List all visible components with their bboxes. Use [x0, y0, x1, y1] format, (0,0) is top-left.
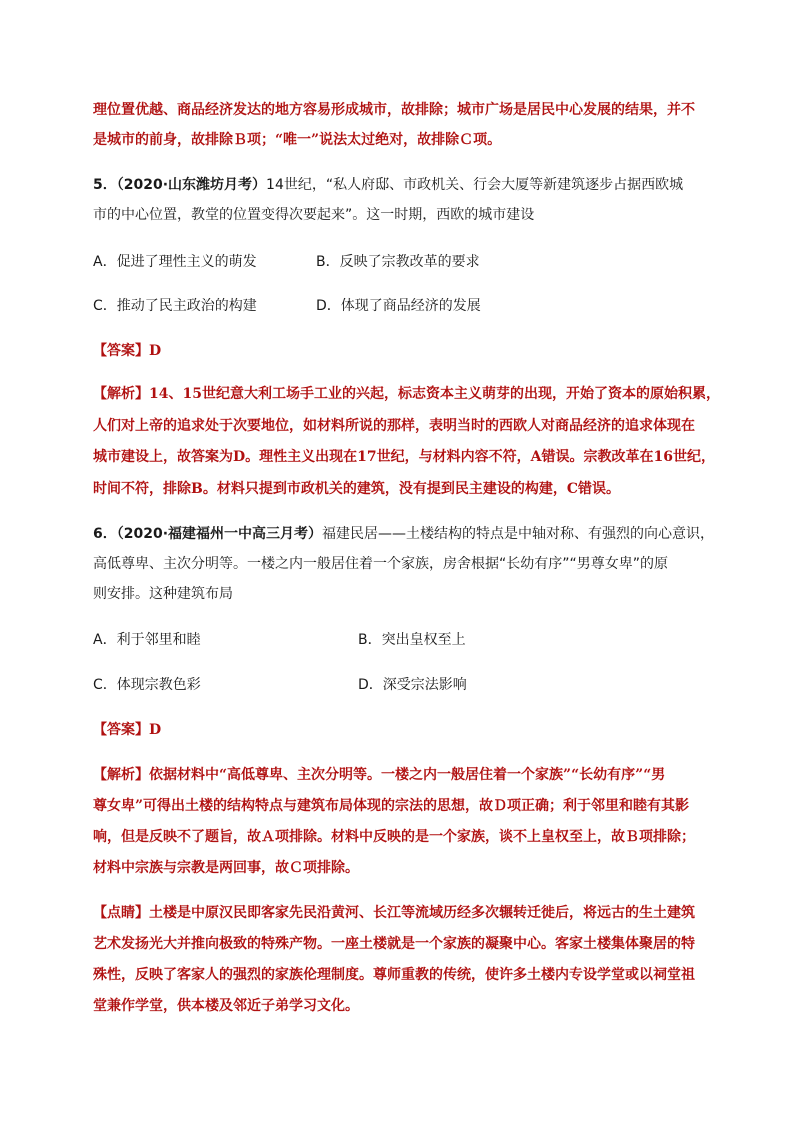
analysis-line-4: 材料中宗族与宗教是两回事，故Ｃ项排除。	[93, 860, 359, 876]
question-5-option-c: C．推动了民主政治的构建	[93, 298, 257, 314]
analysis-text: 14、15世纪意大利工场手工业的兴起，标志资本主义萌芽的出现，开始了资本的原始积累，	[149, 386, 720, 402]
question-5-option-b: B．反映了宗教改革的要求	[316, 254, 480, 270]
question-6-answer	[93, 720, 161, 740]
question-6-option-d: D．深受宗法影响	[358, 677, 467, 693]
question-5-stem-text: 14世纪，“私人府邸、市政机关、行会大厦等新建筑逐步占据西欧城	[266, 177, 684, 193]
question-5-stem-line-1	[93, 175, 683, 195]
question-5-answer	[93, 341, 161, 361]
question-6-option-a: A．利于邻里和睦	[93, 632, 201, 648]
dianjing-line-2: 艺术发扬光大并推向极致的特殊产物。一座土楼就是一个家族的凝聚中心。客家土楼集体聚居的特	[93, 936, 695, 952]
question-6-stem-line-1	[93, 524, 714, 544]
question-5-option-a: A．促进了理性主义的萌发	[93, 254, 257, 270]
dianjing-label: 【点睛】	[93, 905, 149, 921]
question-6-option-b: B．突出皇权至上	[358, 632, 466, 648]
dianjing-text: 土楼是中原汉民即客家先民沿黄河、长江等流域历经多次辗转迁徙后，将远古的生土建筑	[149, 905, 695, 921]
carry-over-line-1: 理位置优越、商品经济发达的地方容易形成城市，故排除；城市广场是居民中心发展的结果，并不	[93, 102, 695, 118]
answer-label: 【答案】	[93, 343, 149, 359]
answer-value: D	[149, 343, 162, 359]
analysis-label: 【解析】	[93, 386, 149, 402]
question-6-stem-line-3: 则安排。这种建筑布局	[93, 586, 233, 602]
analysis-text: 依据材料中“高低尊卑、主次分明等。一楼之内一般居住着一个家族”“长幼有序”“男	[149, 767, 666, 783]
dianjing-line-1	[93, 903, 695, 923]
question-6-stem-line-2: 高低尊卑、主次分明等。一楼之内一般居住着一个家族，房舍根据“长幼有序”“男尊女卑”的原	[93, 556, 669, 572]
analysis-line-4: 时间不符，排除B。材料只提到市政机关的建筑，没有提到民主建设的构建，C错误。	[93, 481, 620, 497]
question-6-option-c: C．体现宗教色彩	[93, 677, 201, 693]
question-5-stem-line-2: 市的中心位置，教堂的位置变得次要起来”。这一时期，西欧的城市建设	[93, 207, 535, 223]
answer-label: 【答案】	[93, 722, 149, 738]
carry-over-line-2: 是城市的前身，故排除Ｂ项；“唯一”说法太过绝对，故排除Ｃ项。	[93, 132, 502, 148]
question-5-option-d: D．体现了商品经济的发展	[316, 298, 481, 314]
analysis-line-2: 尊女卑”可得出土楼的结构特点与建筑布局体现的宗法的思想，故Ｄ项正确；利于邻里和睦有其影	[93, 798, 690, 814]
analysis-line-2: 人们对上帝的追求处于次要地位，如材料所说的那样，表明当时的西欧人对商品经济的追求体现在	[93, 418, 695, 434]
analysis-line-1	[93, 384, 720, 404]
analysis-line-1	[93, 765, 665, 785]
analysis-line-3: 城市建设上，故答案为D。理性主义出现在17世纪，与材料内容不符，A错误。宗教改革在16世纪，	[93, 449, 715, 465]
question-5-source: 5．（2020·山东潍坊月考）	[93, 177, 267, 193]
answer-value: D	[149, 722, 162, 738]
analysis-line-3: 响，但是反映不了题旨，故Ａ项排除。材料中反映的是一个家族，谈不上皇权至上，故Ｂ项排除；	[93, 829, 695, 845]
analysis-label: 【解析】	[93, 767, 149, 783]
question-6-source: 6．（2020·福建福州一中高三月考）	[93, 526, 323, 542]
question-6-stem-text: 福建民居——土楼结构的特点是中轴对称、有强烈的向心意识，	[322, 526, 715, 542]
dianjing-line-4: 堂兼作学堂，供本楼及邻近子弟学习文化。	[93, 998, 359, 1014]
dianjing-line-3: 殊性，反映了客家人的强烈的家族伦理制度。尊师重教的传统，使许多土楼内专设学堂或以祠堂祖	[93, 967, 695, 983]
